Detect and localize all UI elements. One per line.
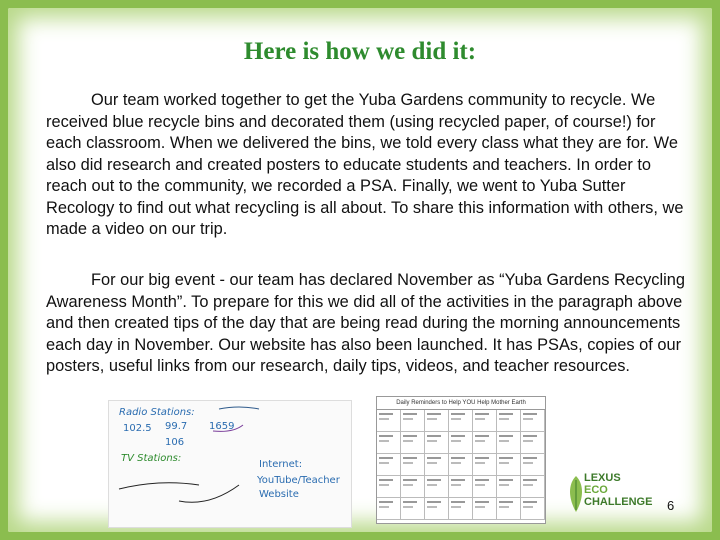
whiteboard-station: 99.7 [165,421,188,432]
calendar-cell [377,498,401,520]
whiteboard-radio-heading: Radio Stations: [119,407,195,418]
page-number: 6 [667,498,675,513]
calendar-cell [425,432,449,454]
calendar-cell [473,498,497,520]
calendar-cell [521,410,545,432]
calendar-cell [449,454,473,476]
lexus-eco-challenge-logo [566,470,653,522]
calendar-cell [425,454,449,476]
calendar-cell [473,454,497,476]
calendar-cell [425,410,449,432]
whiteboard-scribbles [109,401,351,527]
whiteboard-photo [108,400,352,528]
calendar-title: Daily Reminders to Help YOU Help Mother Earth [377,397,545,410]
calendar-cell [449,432,473,454]
calendar-cell [425,476,449,498]
logo-text [584,472,652,508]
calendar-cell [449,498,473,520]
calendar-cell [521,476,545,498]
whiteboard-internet-item: YouTube/Teacher [257,475,340,486]
calendar-cell [401,410,425,432]
calendar-cell [473,432,497,454]
calendar-cell [497,498,521,520]
calendar-cell [377,476,401,498]
calendar-cell [497,454,521,476]
paragraph-how-we-did-it: Our team worked together to get the Yuba Gardens community to recycle. We received blue recycle bins and decorated them (using recycled paper, of course!) for each classroom. When we delivered the bins, we told every class what they are for. We also did research and created posters to educate students and teachers. In order to reach out to the community, we recorded a PSA. Finally, we went to Yuba Sutter Recology to find out what recycling is all about. To share this information with others, we made a video on our trip. [46,91,684,238]
calendar-cell [401,454,425,476]
logo-line: CHALLENGE [584,496,653,508]
whiteboard-station: 1659 [209,421,235,432]
calendar-cell [377,432,401,454]
calendar-grid [377,410,545,520]
calendar-cell [449,410,473,432]
whiteboard-internet-item: Website [259,489,299,500]
logo-line: LEXUS [584,472,621,484]
whiteboard-station: 102.5 [123,423,152,434]
calendar-cell [521,454,545,476]
leaf-icon [566,474,586,514]
calendar-cell [425,498,449,520]
whiteboard-internet-heading: Internet: [259,459,303,470]
paragraph-big-event: For our big event - our team has declared November as “Yuba Gardens Recycling Awareness Month”. To prepare for this we did all of the activities in the paragraph above and then created tips of the day that are being read during the morning announcements each day in November. Our website has also been launched. It has PSAs, copies of our posters, useful links from our research, daily tips, videos, and teacher resources. [46,271,685,375]
slide-title: Here is how we did it: [243,38,477,65]
calendar-cell [401,498,425,520]
calendar-cell [521,432,545,454]
calendar-cell [473,410,497,432]
calendar-cell [497,476,521,498]
calendar-cell [521,498,545,520]
calendar-cell [449,476,473,498]
calendar-cell [497,410,521,432]
logo-line: ECO [584,484,608,496]
calendar-cell [401,476,425,498]
whiteboard-station: 106 [165,437,185,448]
calendar-cell [377,454,401,476]
calendar-cell [497,432,521,454]
whiteboard-tv-heading: TV Stations: [121,453,182,464]
calendar-cell [377,410,401,432]
calendar-cell [473,476,497,498]
calendar-poster [376,396,546,524]
calendar-cell [401,432,425,454]
